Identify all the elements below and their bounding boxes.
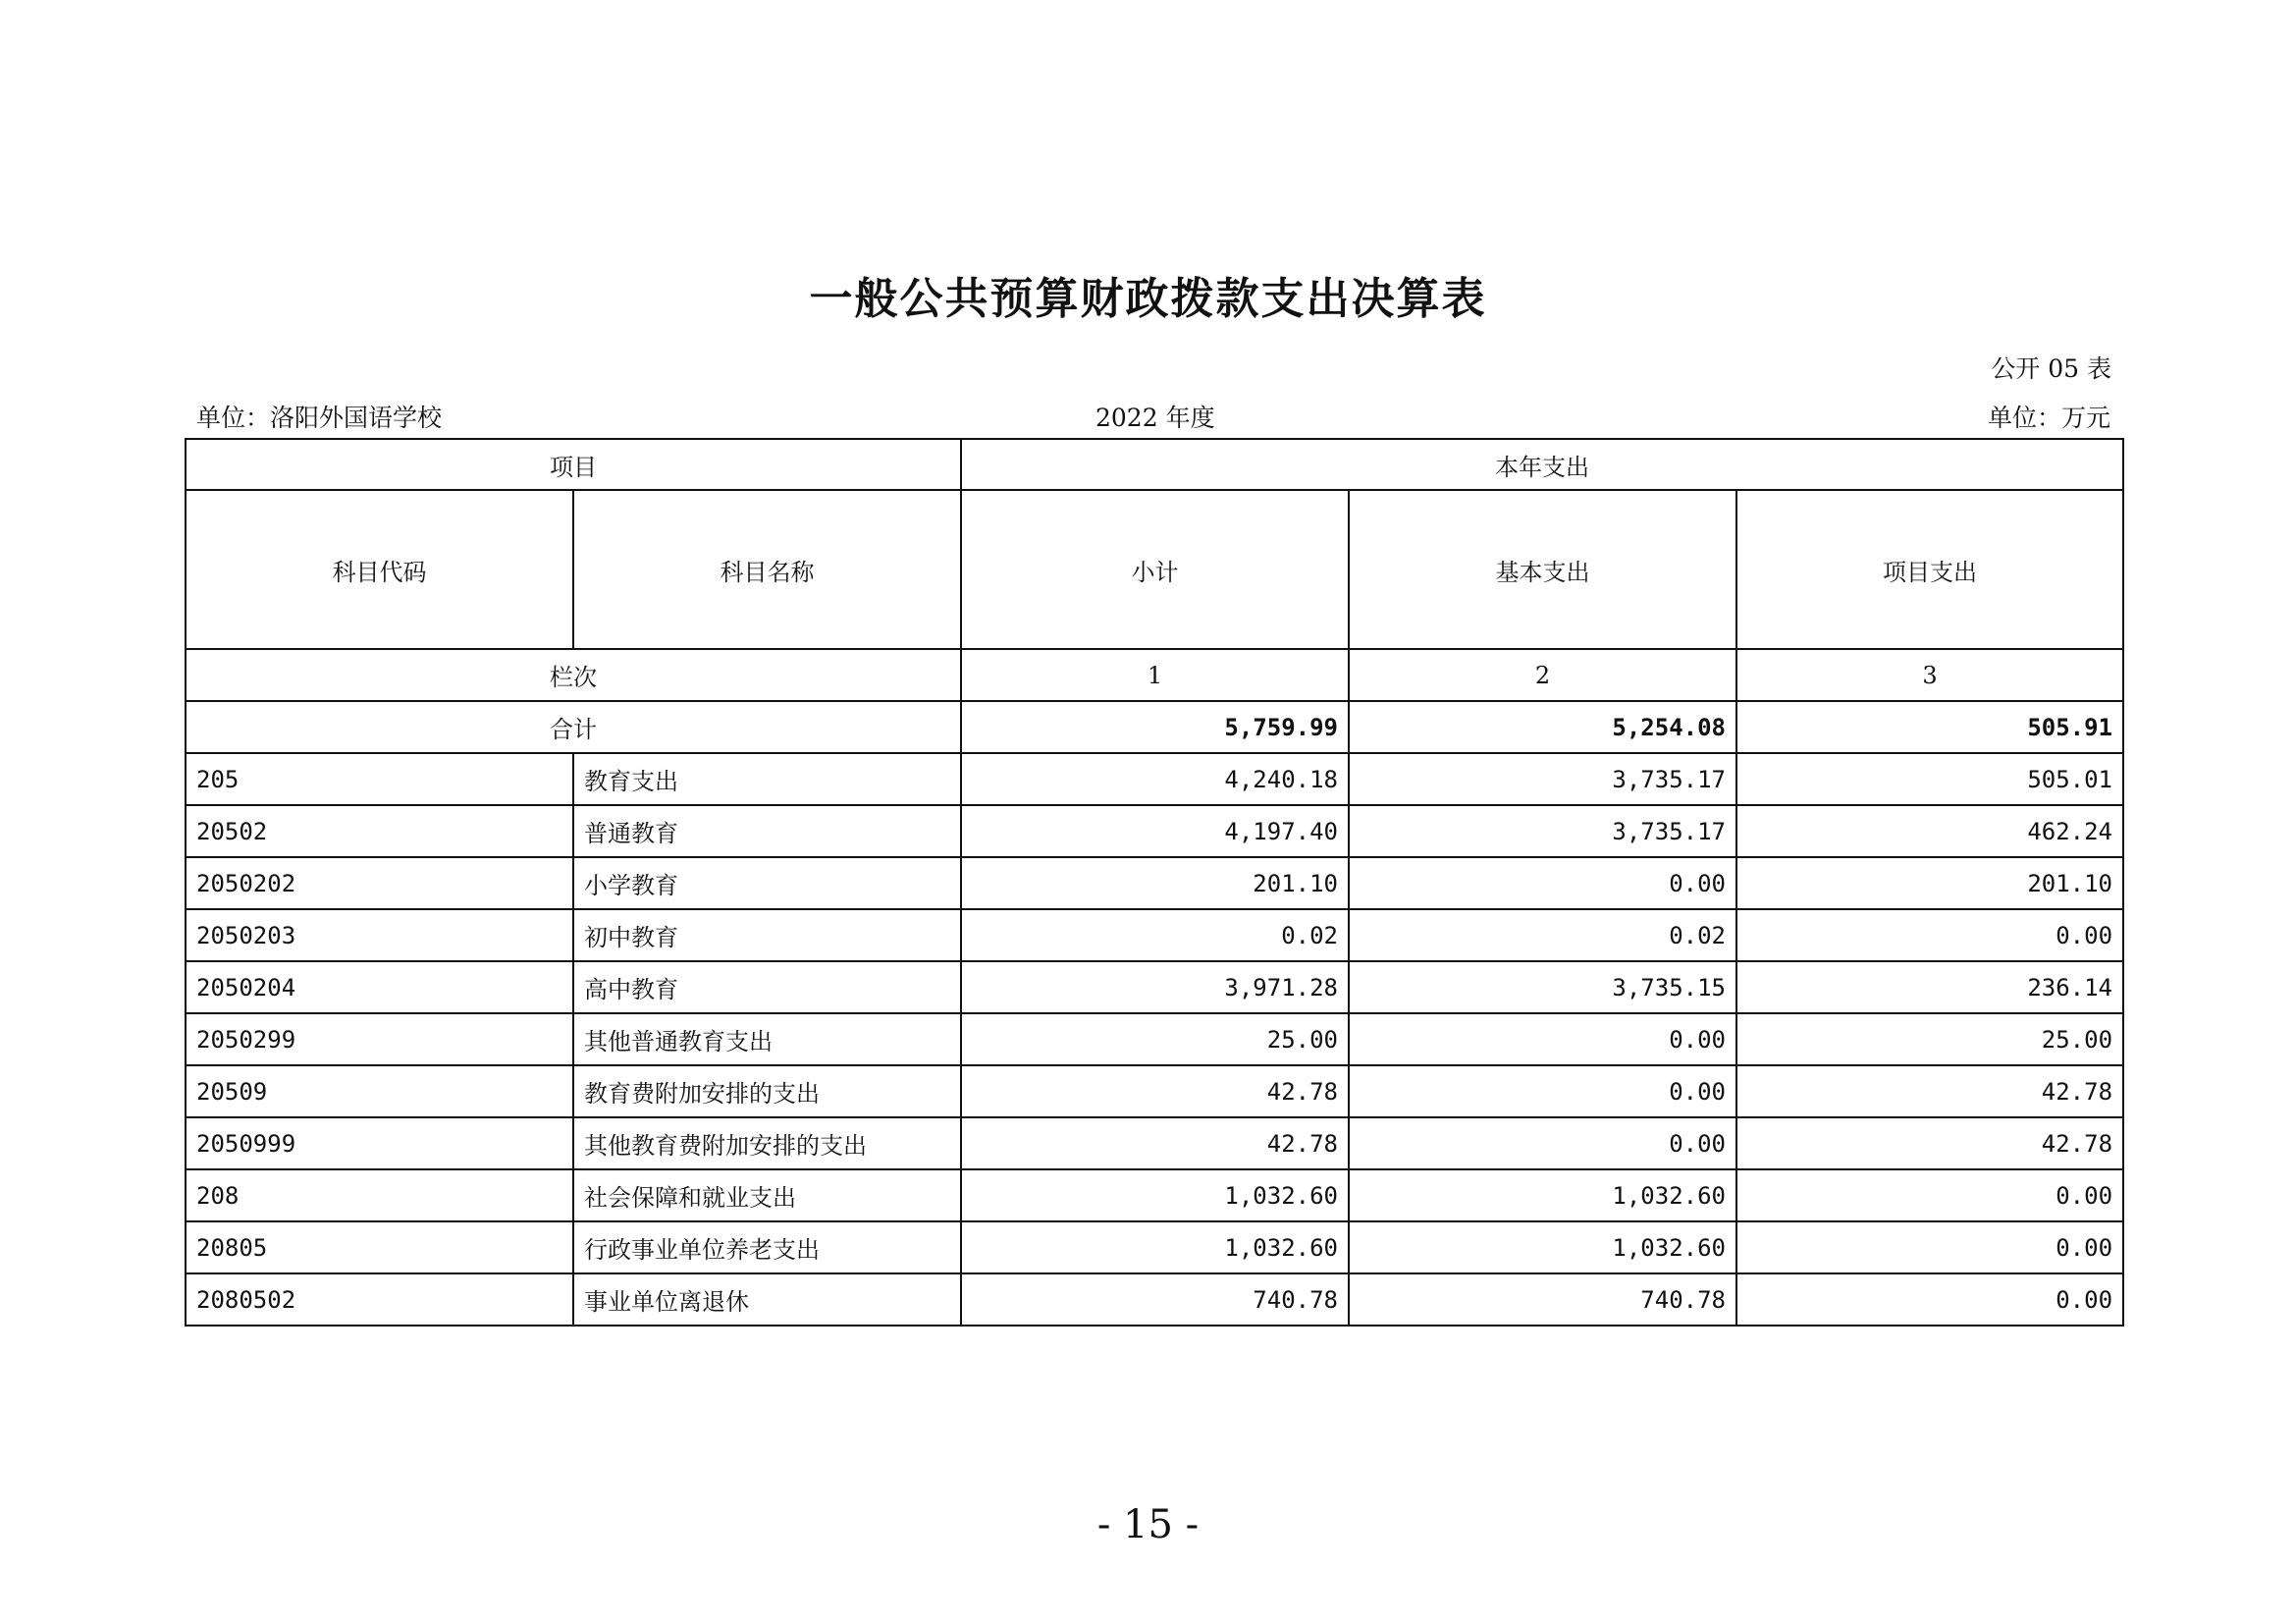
row-project: 0.00: [1736, 909, 2123, 961]
table-row: [186, 1013, 2123, 1065]
table-row: [186, 1117, 2123, 1169]
row-subtotal: 0.02: [961, 909, 1349, 961]
row-name: 初中教育: [573, 909, 961, 961]
header-row-1: [186, 439, 2123, 490]
row-project: 462.24: [1736, 805, 2123, 857]
row-basic: 1,032.60: [1349, 1221, 1736, 1273]
row-project: 236.14: [1736, 961, 2123, 1013]
form-number: 公开 05 表: [1991, 354, 2111, 383]
row-code: 2080502: [186, 1273, 573, 1326]
header-project: 项目: [186, 439, 961, 490]
table-row: [186, 1065, 2123, 1117]
row-subtotal: 42.78: [961, 1065, 1349, 1117]
row-project: 42.78: [1736, 1117, 2123, 1169]
row-code: 2050202: [186, 857, 573, 909]
row-basic: 1,032.60: [1349, 1169, 1736, 1221]
row-code: 20509: [186, 1065, 573, 1117]
row-project: 201.10: [1736, 857, 2123, 909]
header-name: 科目名称: [573, 490, 961, 649]
page-number: - 15 -: [1096, 1502, 1200, 1547]
row-subtotal: 740.78: [961, 1273, 1349, 1326]
row-basic: 3,735.17: [1349, 753, 1736, 805]
row-name: 高中教育: [573, 961, 961, 1013]
row-name: 普通教育: [573, 805, 961, 857]
row-basic: 0.00: [1349, 1117, 1736, 1169]
row-name: 其他教育费附加安排的支出: [573, 1117, 961, 1169]
row-name: 事业单位离退休: [573, 1273, 961, 1326]
column-index-2: 2: [1349, 649, 1736, 701]
header-subtotal: 小计: [961, 490, 1349, 649]
column-index-1: 1: [961, 649, 1349, 701]
fiscal-year: 2022 年度: [1095, 404, 1215, 432]
row-code: 205: [186, 753, 573, 805]
column-label: 栏次: [186, 649, 961, 701]
organization-unit: 单位：洛阳外国语学校: [196, 404, 443, 432]
row-code: 208: [186, 1169, 573, 1221]
row-subtotal: 3,971.28: [961, 961, 1349, 1013]
row-code: 20502: [186, 805, 573, 857]
row-name: 社会保障和就业支出: [573, 1169, 961, 1221]
row-basic: 3,735.15: [1349, 961, 1736, 1013]
row-basic: 0.00: [1349, 1065, 1736, 1117]
total-row: [186, 701, 2123, 753]
money-unit: 单位：万元: [1987, 404, 2110, 432]
table-row: [186, 1273, 2123, 1326]
header-row-2: [186, 490, 2123, 649]
row-project: 0.00: [1736, 1169, 2123, 1221]
header-project-expense: 项目支出: [1736, 490, 2123, 649]
row-project: 0.00: [1736, 1273, 2123, 1326]
row-project: 505.01: [1736, 753, 2123, 805]
row-name: 行政事业单位养老支出: [573, 1221, 961, 1273]
total-project: 505.91: [1736, 701, 2123, 753]
header-code: 科目代码: [186, 490, 573, 649]
row-subtotal: 42.78: [961, 1117, 1349, 1169]
table-row: [186, 961, 2123, 1013]
row-subtotal: 201.10: [961, 857, 1349, 909]
row-project: 25.00: [1736, 1013, 2123, 1065]
table-row: [186, 909, 2123, 961]
row-name: 教育费附加安排的支出: [573, 1065, 961, 1117]
row-basic: 0.00: [1349, 857, 1736, 909]
row-code: 2050204: [186, 961, 573, 1013]
row-basic: 0.00: [1349, 1013, 1736, 1065]
header-basic: 基本支出: [1349, 490, 1736, 649]
table-row: [186, 1169, 2123, 1221]
row-name: 小学教育: [573, 857, 961, 909]
row-code: 2050299: [186, 1013, 573, 1065]
total-label: 合计: [186, 701, 961, 753]
row-basic: 3,735.17: [1349, 805, 1736, 857]
row-subtotal: 1,032.60: [961, 1169, 1349, 1221]
row-project: 42.78: [1736, 1065, 2123, 1117]
row-basic: 740.78: [1349, 1273, 1736, 1326]
table-row: [186, 753, 2123, 805]
table-row: [186, 805, 2123, 857]
table-row: [186, 857, 2123, 909]
row-code: 2050203: [186, 909, 573, 961]
total-basic: 5,254.08: [1349, 701, 1736, 753]
row-code: 20805: [186, 1221, 573, 1273]
row-subtotal: 1,032.60: [961, 1221, 1349, 1273]
page-title: 一般公共预算财政拨款支出决算表: [809, 274, 1487, 324]
row-name: 其他普通教育支出: [573, 1013, 961, 1065]
table-row: [186, 1221, 2123, 1273]
budget-table: [185, 438, 2124, 1326]
row-subtotal: 4,240.18: [961, 753, 1349, 805]
row-basic: 0.02: [1349, 909, 1736, 961]
row-subtotal: 4,197.40: [961, 805, 1349, 857]
row-name: 教育支出: [573, 753, 961, 805]
meta-row: [196, 399, 2110, 430]
row-subtotal: 25.00: [961, 1013, 1349, 1065]
row-project: 0.00: [1736, 1221, 2123, 1273]
total-subtotal: 5,759.99: [961, 701, 1349, 753]
column-index-3: 3: [1736, 649, 2123, 701]
column-index-row: [186, 649, 2123, 701]
row-code: 2050999: [186, 1117, 573, 1169]
header-current-year: 本年支出: [961, 439, 2123, 490]
